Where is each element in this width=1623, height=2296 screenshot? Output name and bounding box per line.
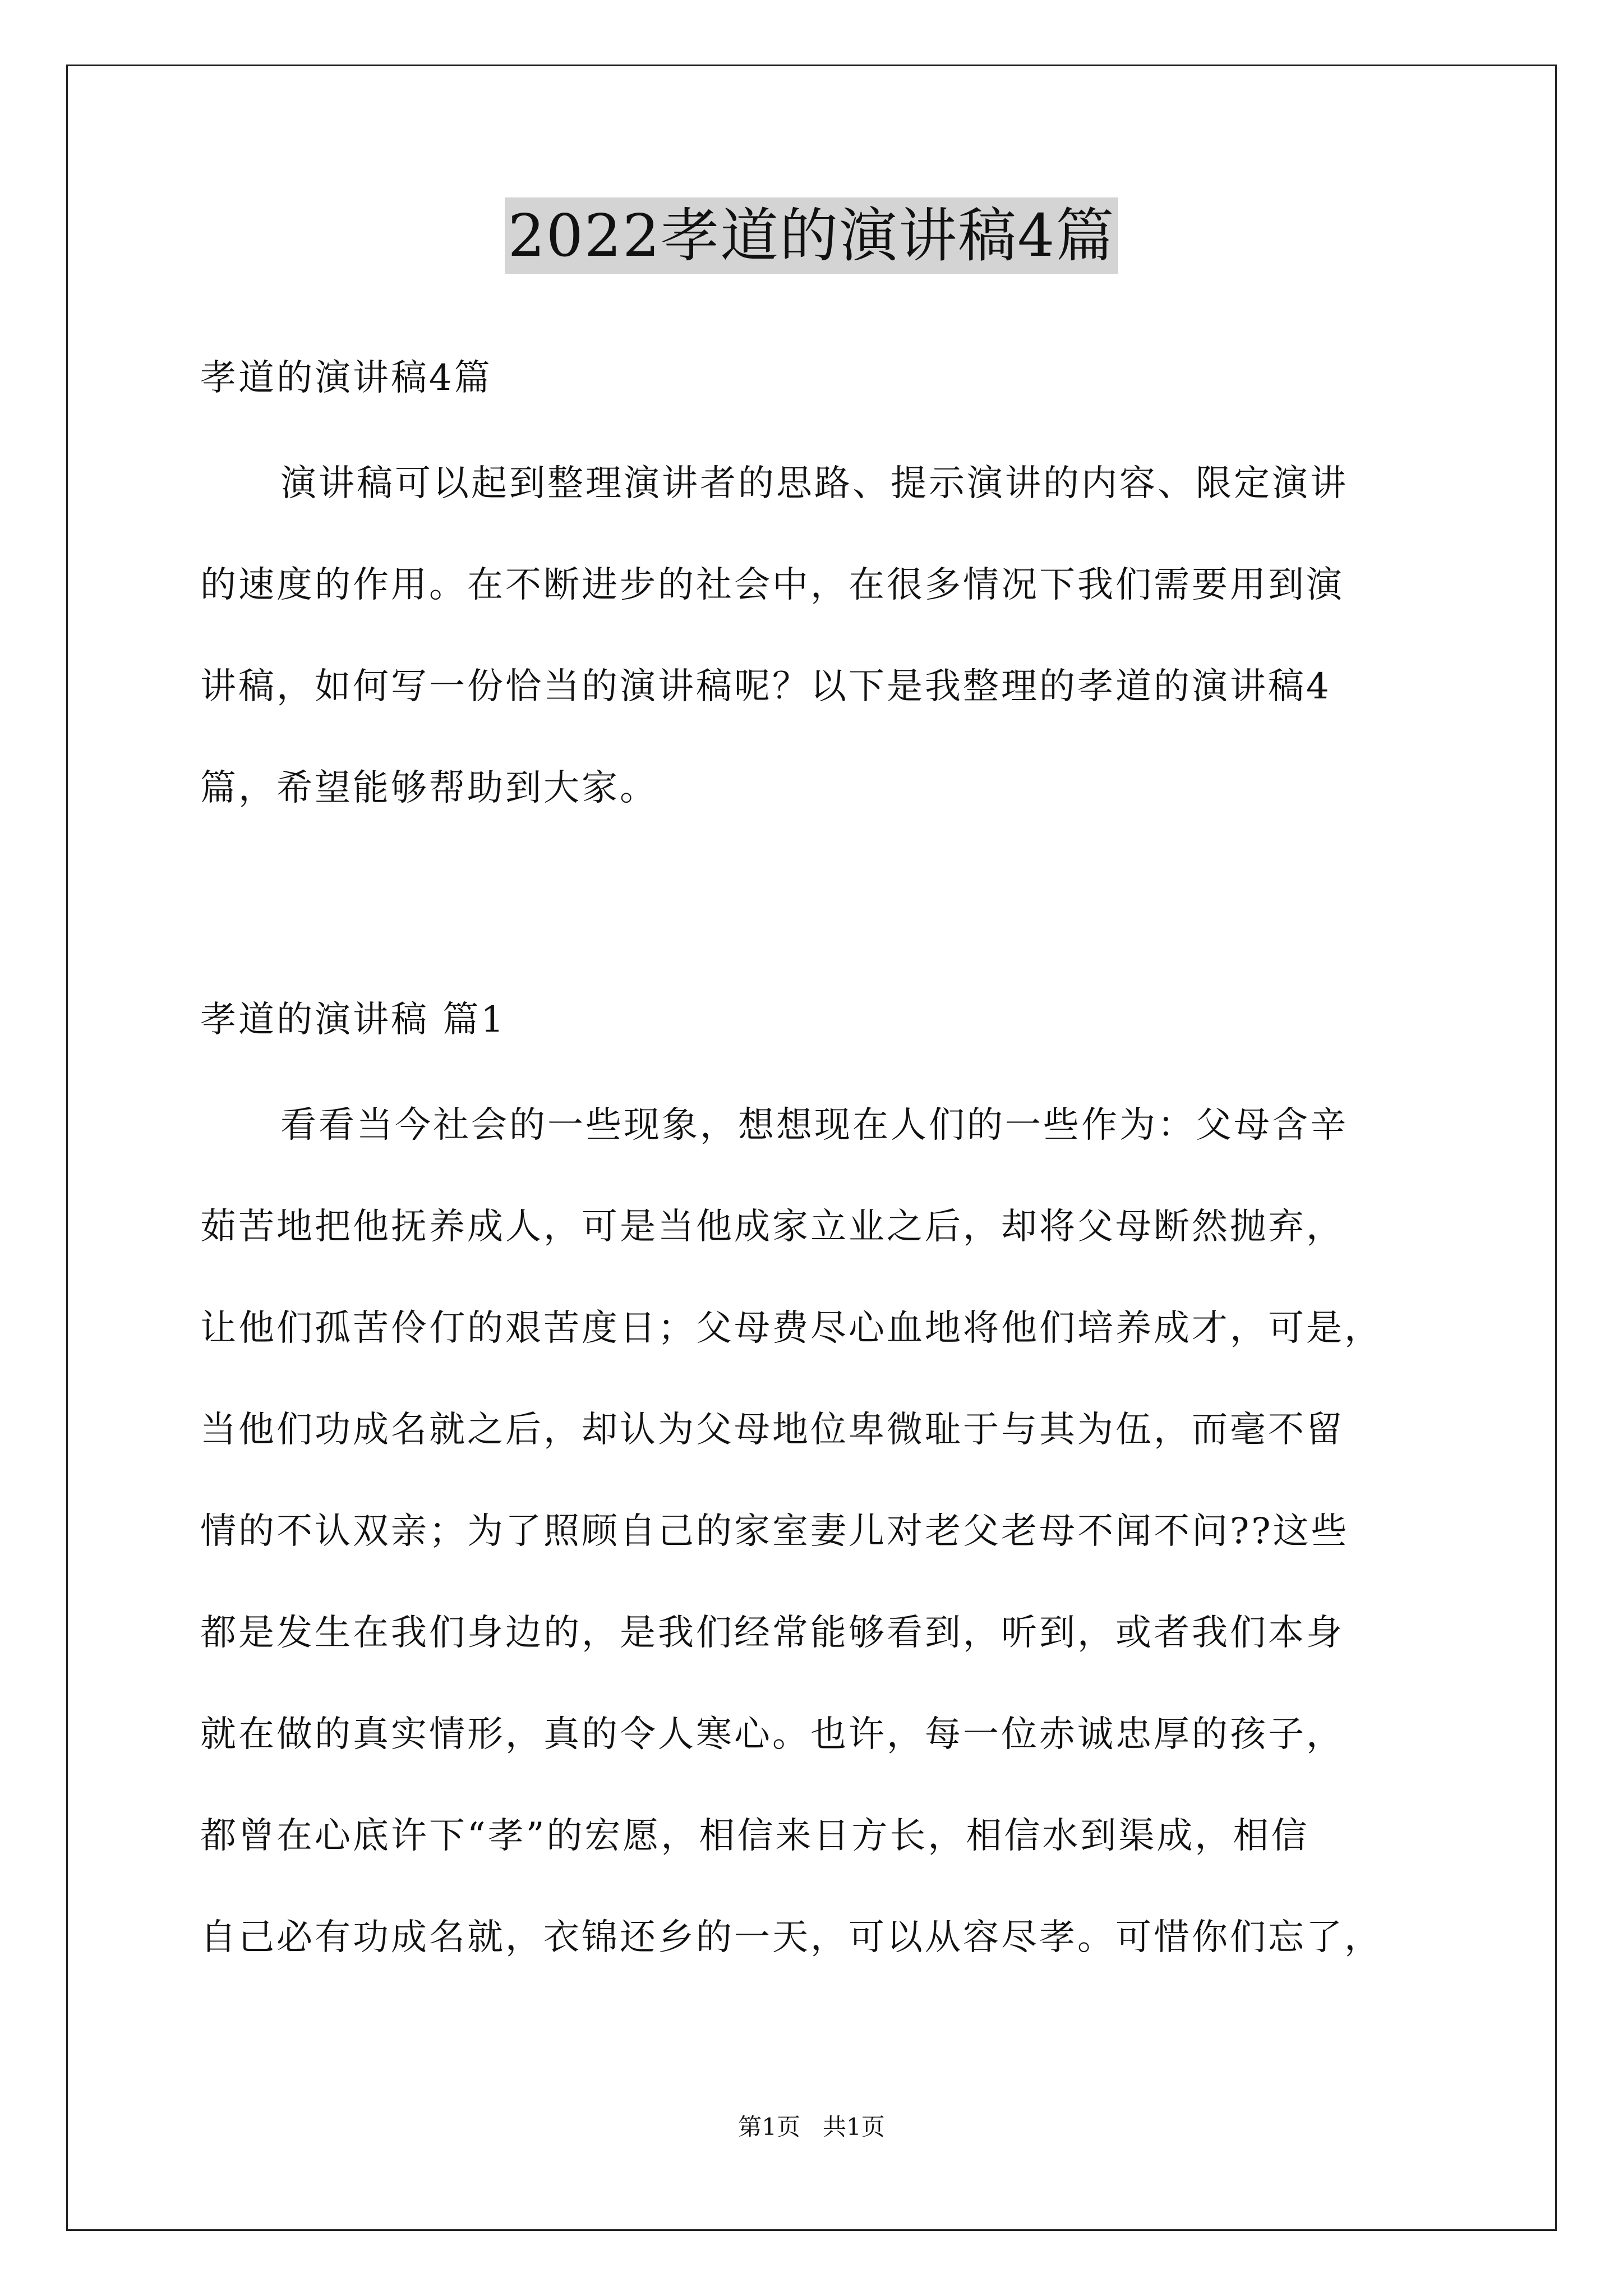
section-line-1: 看看当今社会的一些现象，想想现在人们的一些作为：父母含辛	[280, 1105, 1348, 1146]
intro-line-3: 讲稿，如何写一份恰当的演讲稿呢？以下是我整理的孝道的演讲稿4	[200, 666, 1331, 707]
intro-line-1: 演讲稿可以起到整理演讲者的思路、提示演讲的内容、限定演讲	[280, 463, 1348, 504]
intro-line-4: 篇，希望能够帮助到大家。	[200, 767, 658, 809]
section-line-4: 当他们功成名就之后，却认为父母地位卑微耻于与其为伍，而毫不留	[200, 1409, 1344, 1451]
section-line-9: 自己必有功成名就，衣锦还乡的一天，可以从容尽孝。可惜你们忘了，	[200, 1917, 1382, 1958]
document-title: 2022孝道的演讲稿4篇	[505, 197, 1119, 274]
section-line-6: 都是发生在我们身边的，是我们经常能够看到，听到，或者我们本身	[200, 1612, 1344, 1654]
document-subtitle: 孝道的演讲稿4篇	[200, 357, 492, 399]
section-line-8: 都曾在心底许下“孝”的宏愿，相信来日方长，相信水到渠成，相信	[200, 1815, 1310, 1857]
section-heading: 孝道的演讲稿 篇1	[200, 999, 506, 1041]
total-pages: 共1页	[823, 2113, 885, 2141]
page-number: 第1页	[738, 2113, 800, 2141]
section-line-3: 让他们孤苦伶仃的艰苦度日；父母费尽心血地将他们培养成才，可是，	[200, 1308, 1382, 1349]
page-footer	[0, 2111, 1623, 2143]
intro-line-2: 的速度的作用。在不断进步的社会中，在很多情况下我们需要用到演	[200, 564, 1344, 606]
section-line-2: 茹苦地把他抚养成人，可是当他成家立业之后，却将父母断然抛弃，	[200, 1206, 1344, 1248]
title-block	[0, 197, 1623, 274]
section-line-5: 情的不认双亲；为了照顾自己的家室妻儿对老父老母不闻不问??这些	[200, 1511, 1349, 1552]
section-line-7: 就在做的真实情形，真的令人寒心。也许，每一位赤诚忠厚的孩子，	[200, 1714, 1344, 1755]
